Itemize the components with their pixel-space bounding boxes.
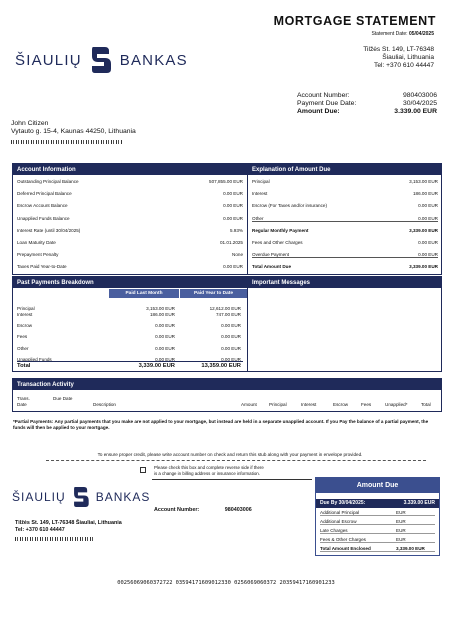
- payments-divider: [247, 277, 248, 371]
- statement-date-value: 05/04/2025: [408, 31, 434, 37]
- customer-block: [11, 120, 136, 147]
- stub-due-by-label: Due By 30/04/2025:: [320, 500, 366, 506]
- stub-amount-row: [320, 528, 435, 534]
- stub-rule: [152, 479, 312, 480]
- stub-amount-value: EUR: [396, 519, 406, 524]
- past-payment-row: [17, 334, 243, 339]
- past-payment-last-month: 0.00 EUR: [155, 356, 175, 362]
- transaction-column-header: Due Date: [53, 396, 73, 401]
- explanation-row: [252, 216, 438, 222]
- account-info-value: 0.00 EUR: [223, 215, 243, 221]
- explanation-heading: Explanation of Amount Due: [248, 164, 442, 175]
- stub-account-number-label: Account Number:: [154, 507, 200, 513]
- explanation-value: 186.00 EUR: [412, 191, 438, 197]
- transaction-section: [12, 378, 442, 412]
- account-info-value: 0.00 EUR: [223, 203, 243, 209]
- summary-account-number-label: Account Number:: [297, 92, 350, 99]
- stub-amount-row: [320, 537, 435, 543]
- explanation-label: Fees and Other Charges: [252, 240, 303, 245]
- account-info-label: Deferred Principal Balance: [17, 191, 72, 197]
- account-info-label: Taxes Paid Year-to-Date: [17, 264, 67, 270]
- transaction-column-header: Escrow: [333, 402, 349, 407]
- explanation-label: Other: [252, 215, 264, 221]
- bank-address-line1: Tilžės St. 149, LT-76348: [363, 46, 434, 53]
- account-info-row: [17, 228, 243, 233]
- account-info-label: Outstanding Principal Balance: [17, 179, 79, 184]
- summary-amount-due: 3.339.00 EUR: [394, 108, 437, 116]
- stub-bank-address: [15, 520, 122, 544]
- account-info-row: [17, 252, 243, 257]
- stub-amount-value: EUR: [396, 537, 406, 542]
- past-payment-ytd: 747.00 EUR: [215, 312, 241, 317]
- micr-line: 00256069060372722 03594171609012330 0256069060372 20359417160901233: [117, 580, 335, 586]
- account-info-value: 0.00 EUR: [223, 264, 243, 270]
- important-messages-heading: Important Messages: [248, 277, 442, 288]
- past-payment-label: Other: [17, 345, 29, 351]
- explanation-label: Overdue Payment: [252, 252, 290, 258]
- account-info-heading: Account Information: [13, 164, 247, 175]
- stub-amount-row: [320, 546, 435, 552]
- account-info-label: Interest Rate (until 30/04/2025): [17, 227, 81, 233]
- stub-amount-label: Fees & Other Charges: [320, 537, 366, 542]
- account-info-row: [17, 264, 243, 269]
- total-label: Total: [17, 363, 31, 369]
- summary-amount-due-label: Amount Due:: [297, 108, 340, 116]
- transaction-column-header: Trans. Date: [17, 396, 30, 407]
- account-info-value: 0.00 EUR: [223, 191, 243, 197]
- stub-amount-due-heading: Amount Due: [316, 478, 439, 493]
- past-payment-ytd: 0.00 EUR: [221, 323, 241, 329]
- stub-amount-value: 3,339.00 EUR: [396, 546, 425, 551]
- explanation-label: Regular Monthly Payment: [252, 227, 309, 233]
- transaction-column-header: Total: [421, 402, 431, 407]
- explanation-row: [252, 191, 438, 196]
- address-change-text: [154, 465, 264, 477]
- stub-amount-label: Late Charges: [320, 528, 348, 533]
- stub-amount-value: EUR: [396, 510, 406, 515]
- stub-logo: [12, 484, 150, 510]
- account-info-value: None: [232, 252, 243, 258]
- stub-amount-value: EUR: [396, 528, 406, 533]
- bank-logo: [15, 44, 188, 76]
- past-payment-last-month: 0.00 EUR: [155, 345, 175, 351]
- stub-bank-phone: Tel: +370 610 44447: [15, 527, 65, 533]
- account-info-row: [17, 179, 243, 184]
- past-payment-ytd: 0.00 EUR: [221, 345, 241, 351]
- past-payments-total: [17, 361, 243, 369]
- stub-logo-text-left: ŠIAULIŲ: [12, 490, 66, 504]
- summary-due-date-label: Payment Due Date:: [297, 100, 357, 108]
- past-payment-label: Principal: [17, 306, 35, 311]
- logo-text-right: BANKAS: [119, 51, 188, 69]
- customer-handwritten-mark: [11, 140, 123, 144]
- past-payment-row: [17, 306, 243, 311]
- paid-ytd-header: Paid Year to Date: [180, 289, 247, 298]
- stub-amount-label: Additional Escrow: [320, 519, 357, 524]
- explanation-row: [252, 240, 438, 245]
- bank-address: [363, 46, 434, 70]
- bank-phone: Tel: +370 610 44447: [374, 62, 434, 69]
- statement-title: MORTGAGE STATEMENT: [273, 14, 436, 28]
- account-info-label: Loan Maturity Date: [17, 240, 56, 245]
- stub-instruction: To ensure proper credit, please write account number on check and return this stub along with your payment in envelope provided.: [97, 452, 363, 457]
- past-payment-last-month: 0.00 EUR: [155, 334, 175, 340]
- bank-address-line2: Šiauliai, Lithuania: [382, 54, 434, 61]
- payments-section: [12, 276, 442, 372]
- address-change-line1: Please check this box and complete reverse side if there: [154, 465, 264, 470]
- explanation-value: 3,339.00 EUR: [409, 264, 438, 270]
- account-info-label: Escrow Account Balance: [17, 203, 68, 209]
- account-info-value: 01.01.2025: [220, 240, 243, 245]
- statement-date: [371, 31, 434, 37]
- past-payment-last-month: 3,153.00 EUR: [146, 306, 175, 311]
- past-payment-row: [17, 323, 243, 328]
- explanation-label: Interest: [252, 191, 268, 197]
- partial-payment-note: *Partial Payments: Any partial payments that you make are not applied to your mortgage, but instead are held in a separate unapplied account. If you Pay the balance of a partial payment, the funds will then be applied to your mortgage.: [13, 419, 429, 430]
- explanation-row: [252, 252, 438, 258]
- stub-amount-row: [320, 510, 435, 516]
- transaction-column-header: Principal: [269, 402, 287, 407]
- summary-due-date: 30/04/2025: [402, 100, 437, 108]
- info-divider: [247, 164, 248, 274]
- past-payment-ytd: 0.00 EUR: [221, 356, 241, 362]
- past-payment-last-month: 0.00 EUR: [155, 323, 175, 329]
- explanation-value: 0.00 EUR: [418, 203, 438, 209]
- stub-amount-row: [320, 519, 435, 525]
- account-summary: [297, 92, 437, 117]
- stub-handwritten-mark: [15, 537, 95, 541]
- explanation-value: 0.00 EUR: [418, 252, 438, 258]
- total-last-month: 3,339.00 EUR: [138, 363, 175, 369]
- explanation-value: 3,153.00 EUR: [409, 179, 438, 184]
- past-payment-row: [17, 346, 243, 351]
- explanation-row: [252, 179, 438, 184]
- stub-amount-label: Additional Principal: [320, 510, 360, 515]
- past-payment-label: Fees: [17, 334, 28, 340]
- account-info-label: Unapplied Funds Balance: [17, 215, 70, 221]
- past-payment-row: [17, 312, 243, 317]
- stub-logo-emblem-icon: [71, 484, 91, 510]
- transaction-column-header: Interest: [301, 402, 317, 407]
- address-change-line2: is a change in billing address or insurance information.: [154, 470, 260, 476]
- account-info-row: [17, 191, 243, 196]
- explanation-value: 3,339.00 EUR: [409, 227, 438, 233]
- past-payment-label: Interest: [17, 312, 33, 317]
- summary-account-number: 980403006: [402, 92, 437, 99]
- stub-logo-text-right: BANKAS: [95, 490, 151, 504]
- transaction-column-header: Fees: [361, 402, 372, 407]
- stub-amount-label: Total Amount Enclosed: [320, 546, 371, 551]
- account-info-value: 5.93%: [229, 227, 243, 233]
- past-payment-label: Escrow: [17, 323, 33, 329]
- transaction-column-header: Description: [93, 402, 116, 407]
- stub-account-number-value: 980403006: [224, 507, 252, 513]
- explanation-value: 0.00 EUR: [418, 215, 438, 221]
- stub-due-by-row: [316, 499, 439, 508]
- stub-divider: [46, 460, 426, 461]
- explanation-row: [252, 264, 438, 269]
- total-ytd: 13,359.00 EUR: [201, 363, 241, 369]
- stub-amount-due-box: [315, 477, 440, 556]
- past-payment-ytd: 0.00 EUR: [221, 334, 241, 340]
- account-info-label: Prepayment Penalty: [17, 252, 59, 258]
- past-payment-label: Unapplied Funds: [17, 356, 52, 362]
- transaction-column-header: Amount: [241, 402, 257, 407]
- transaction-column-header: Unapplied*: [385, 402, 408, 407]
- explanation-label: Total Amount Due: [252, 264, 292, 270]
- explanation-row: [252, 228, 438, 233]
- past-payments-heading: Past Payments Breakdown: [13, 277, 247, 288]
- stub-due-by-value: 3.339.00 EUR: [403, 500, 435, 506]
- account-info-row: [17, 203, 243, 208]
- account-info-value: 507,855.00 EUR: [209, 179, 243, 184]
- transaction-heading: Transaction Activity: [13, 379, 441, 390]
- logo-text-left: ŠIAULIŲ: [15, 51, 82, 69]
- address-change-checkbox[interactable]: [140, 467, 146, 473]
- past-payment-ytd: 12,612.00 EUR: [209, 306, 241, 311]
- statement-date-label: Statement Date:: [371, 31, 408, 37]
- stub-account-number: [154, 507, 252, 513]
- stub-bank-address-line: Tilžės St. 149, LT-76348 Šiauliai, Lithuania: [15, 520, 122, 526]
- past-payment-last-month: 186.00 EUR: [149, 312, 175, 317]
- explanation-value: 0.00 EUR: [418, 240, 438, 245]
- explanation-label: Escrow (For Taxes and/or insurance): [252, 203, 327, 209]
- explanation-label: Principal: [252, 179, 270, 184]
- customer-address: Vytauto g. 15-4, Kaunas 44250, Lithuania: [11, 128, 136, 136]
- customer-name: John Citizen: [11, 120, 49, 127]
- explanation-row: [252, 203, 438, 208]
- account-info-row: [17, 216, 243, 221]
- info-section: [12, 163, 442, 275]
- account-info-row: [17, 240, 243, 245]
- logo-emblem-icon: [88, 44, 114, 76]
- paid-last-month-header: Paid Last Month: [109, 289, 179, 298]
